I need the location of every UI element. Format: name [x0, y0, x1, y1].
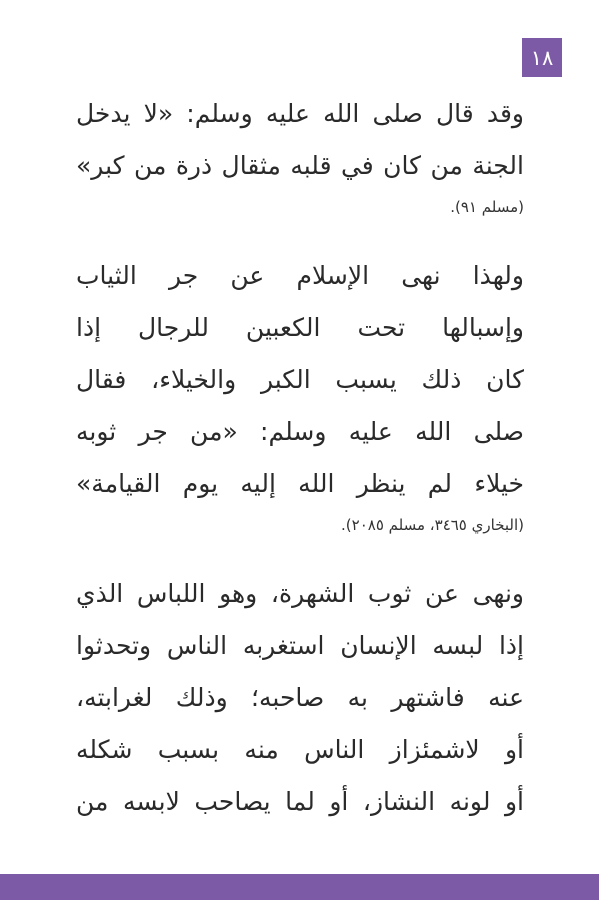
text-line: ونهى عن ثوب الشهرة، وهو اللباس الذي [76, 579, 524, 608]
hadith-reference: (مسلم ٩١). [450, 198, 524, 216]
text-line: إذا لبسه الإنسان استغربه الناس وتحدثوا [76, 631, 524, 660]
text-line: أو لونه النشاز، أو لما يصاحب لابسه من [76, 787, 524, 816]
text-line: خيلاء لم ينظر الله إليه يوم القيامة» [76, 469, 524, 498]
paragraph-2 [76, 250, 524, 544]
paragraph-spacer [76, 544, 524, 568]
text-line: الجنة من كان في قلبه مثقال ذرة من كبر» [76, 151, 524, 180]
text-line: صلى الله عليه وسلم: «من جر ثوبه [76, 417, 524, 446]
page-number-badge: ١٨ [522, 38, 562, 77]
page-body [76, 88, 524, 828]
paragraph-3 [76, 568, 524, 828]
footer-bar [0, 874, 599, 900]
paragraph-spacer [76, 226, 524, 250]
text-line: عنه فاشتهر به صاحبه؛ وذلك لغرابته، [76, 683, 524, 712]
text-line: كان ذلك يسبب الكبر والخيلاء، فقال [76, 365, 524, 394]
text-line: وإسبالها تحت الكعبين للرجال إذا [76, 313, 524, 342]
paragraph-1 [76, 88, 524, 226]
text-line: ولهذا نهى الإسلام عن جر الثياب [76, 261, 524, 290]
text-line: أو لاشمئزاز الناس منه بسبب شكله [76, 735, 524, 764]
text-line: وقد قال صلى الله عليه وسلم: «لا يدخل [76, 99, 524, 128]
hadith-reference: (البخاري ٣٤٦٥، مسلم ٢٠٨٥). [341, 516, 524, 534]
